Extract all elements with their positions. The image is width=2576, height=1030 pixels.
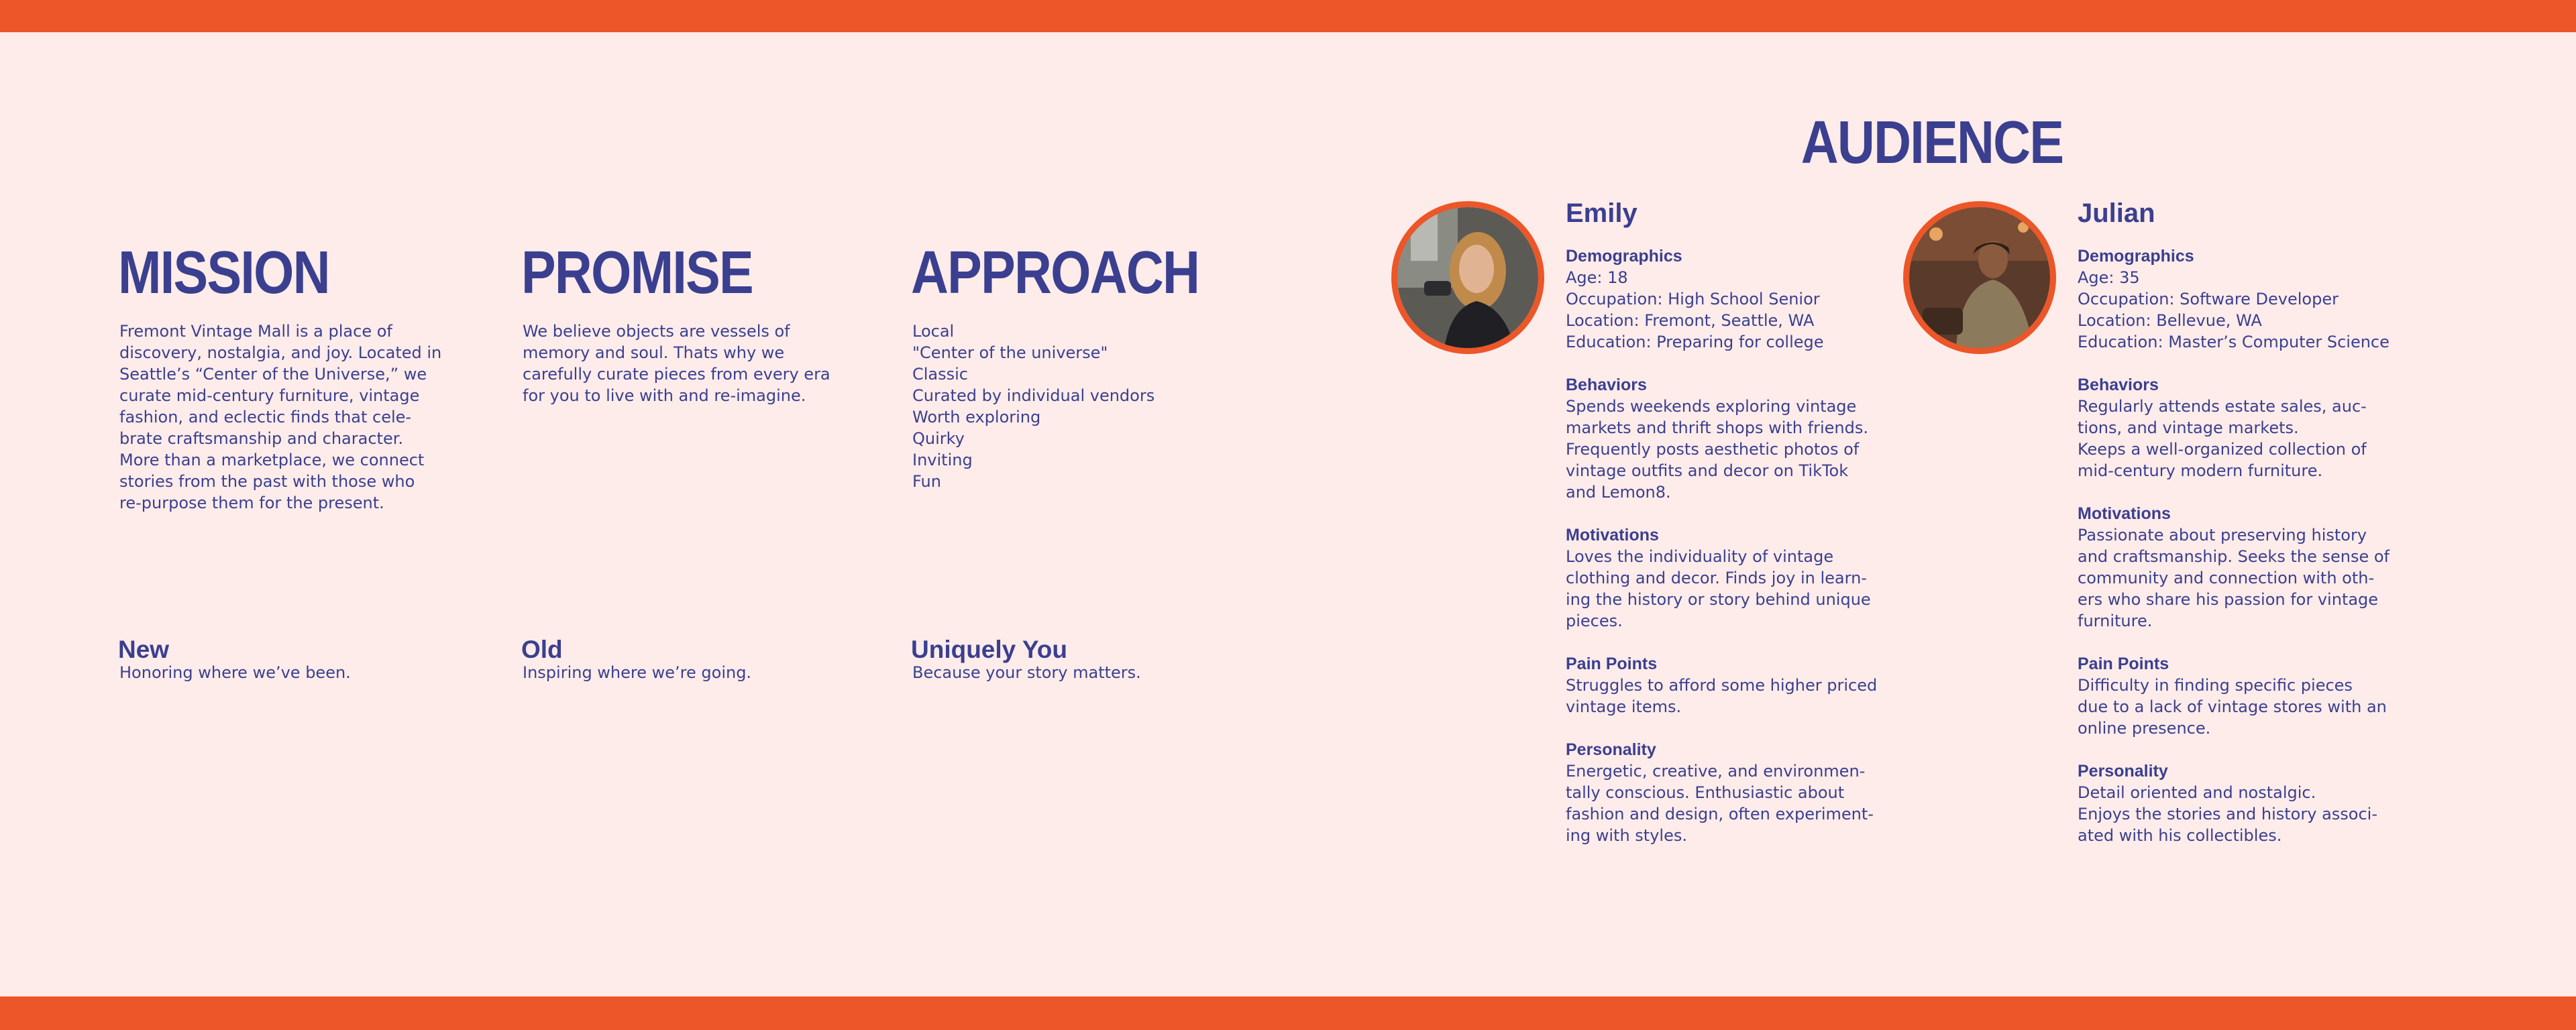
tagline-unique-text: Because your story matters. bbox=[912, 663, 1141, 682]
persona-section bbox=[1566, 245, 1894, 353]
section-text: Spends weekends exploring vintage markets and thrift shops with friends. Frequently posts aesthetic photos of vintage outfits and decor on TikTok and Lemon8. bbox=[1566, 397, 1868, 502]
section-heading: Behaviors bbox=[1566, 376, 1647, 394]
section-heading: Demographics bbox=[1566, 247, 1682, 266]
persona-section bbox=[1566, 739, 1894, 846]
section-heading: Demographics bbox=[2078, 247, 2194, 266]
section-text: Energetic, creative, and environmen- tally conscious. Enthusiastic about fashion and design, often experiment- ing with styles. bbox=[1566, 762, 1874, 845]
tagline-unique-title: Uniquely You bbox=[911, 636, 1067, 663]
tagline-new-title: New bbox=[118, 636, 170, 663]
persona-section bbox=[2078, 760, 2406, 846]
section-heading: Personality bbox=[2078, 762, 2168, 781]
persona-section bbox=[2078, 503, 2406, 632]
section-heading: Motivations bbox=[1566, 526, 1659, 545]
section-text: Difficulty in finding specific pieces due to a lack of vintage stores with an online presence. bbox=[2078, 676, 2387, 738]
promise-title: PROMISE bbox=[521, 239, 753, 306]
persona-section bbox=[1566, 653, 1894, 718]
persona-name-julian: Julian bbox=[2078, 198, 2155, 228]
section-text: Passionate about preserving history and craftsmanship. Seeks the sense of community and connection with oth- ers who share his passion for vintage furniture. bbox=[2078, 526, 2390, 630]
approach-item: Classic bbox=[912, 365, 969, 384]
approach-item: Fun bbox=[912, 472, 941, 491]
section-heading: Behaviors bbox=[2078, 376, 2159, 394]
persona-section bbox=[2078, 653, 2406, 739]
section-text: Age: 18 Occupation: High School Senior Location: Fremont, Seattle, WA Education: Preparing for college bbox=[1566, 268, 1824, 351]
mission-body: Fremont Vintage Mall is a place of discovery, nostalgia, and joy. Located in Seattle’s “Center of the Universe,” we curate mid-century furniture, vintage fashion, and eclectic finds that cele- brate craftsmanship and character. More than a marketplace, we connect stories from the past with those who re-purpose them for the present. bbox=[119, 322, 442, 512]
approach-item: Curated by individual vendors bbox=[912, 386, 1155, 405]
persona-section bbox=[1566, 374, 1894, 503]
approach-item: "Center of the universe" bbox=[912, 343, 1108, 362]
section-heading: Pain Points bbox=[1566, 654, 1658, 673]
tagline-new-text: Honoring where we’ve been. bbox=[119, 663, 351, 682]
persona-name-emily: Emily bbox=[1566, 198, 1638, 228]
persona-section bbox=[2078, 245, 2406, 353]
section-text: Age: 35 Occupation: Software Developer Location: Bellevue, WA Education: Master’s Computer Science bbox=[2078, 268, 2390, 351]
tagline-old-title: Old bbox=[521, 636, 563, 663]
tagline-old-text: Inspiring where we’re going. bbox=[523, 663, 752, 682]
section-text: Loves the individuality of vintage clothing and decor. Finds joy in learn- ing the history or story behind unique pieces. bbox=[1566, 547, 1871, 630]
approach-item: Worth exploring bbox=[912, 408, 1041, 426]
section-text: Detail oriented and nostalgic. Enjoys the stories and history associ- ated with his collectibles. bbox=[2078, 783, 2377, 845]
persona-photo-emily bbox=[1391, 201, 1544, 354]
section-heading: Pain Points bbox=[2078, 654, 2169, 673]
portrait-photo-emily-icon bbox=[1397, 207, 1538, 348]
audience-title: AUDIENCE bbox=[1801, 109, 2063, 176]
section-heading: Motivations bbox=[2078, 504, 2171, 523]
approach-list bbox=[912, 321, 1234, 492]
approach-item: Inviting bbox=[912, 451, 973, 469]
mission-title: MISSION bbox=[118, 239, 329, 306]
persona-details-julian bbox=[2078, 245, 2406, 868]
section-text: Regularly attends estate sales, auc- tions, and vintage markets. Keeps a well-organized collection of mid-century modern furniture. bbox=[2078, 397, 2367, 480]
persona-details-emily bbox=[1566, 245, 1894, 868]
portrait-photo-julian-icon bbox=[1909, 207, 2050, 348]
approach-item: Local bbox=[912, 322, 955, 341]
persona-photo-julian bbox=[1903, 201, 2056, 354]
persona-section bbox=[1566, 524, 1894, 632]
top-accent-band bbox=[0, 0, 2576, 32]
promise-body: We believe objects are vessels of memory and soul. Thats why we carefully curate pieces from every era for you to live with and re-imagine. bbox=[523, 322, 830, 405]
approach-item: Quirky bbox=[912, 429, 965, 448]
section-heading: Personality bbox=[1566, 740, 1656, 759]
section-text: Struggles to afford some higher priced vintage items. bbox=[1566, 676, 1878, 716]
persona-section bbox=[2078, 374, 2406, 481]
approach-title: APPROACH bbox=[911, 239, 1199, 306]
bottom-accent-band bbox=[0, 996, 2576, 1030]
